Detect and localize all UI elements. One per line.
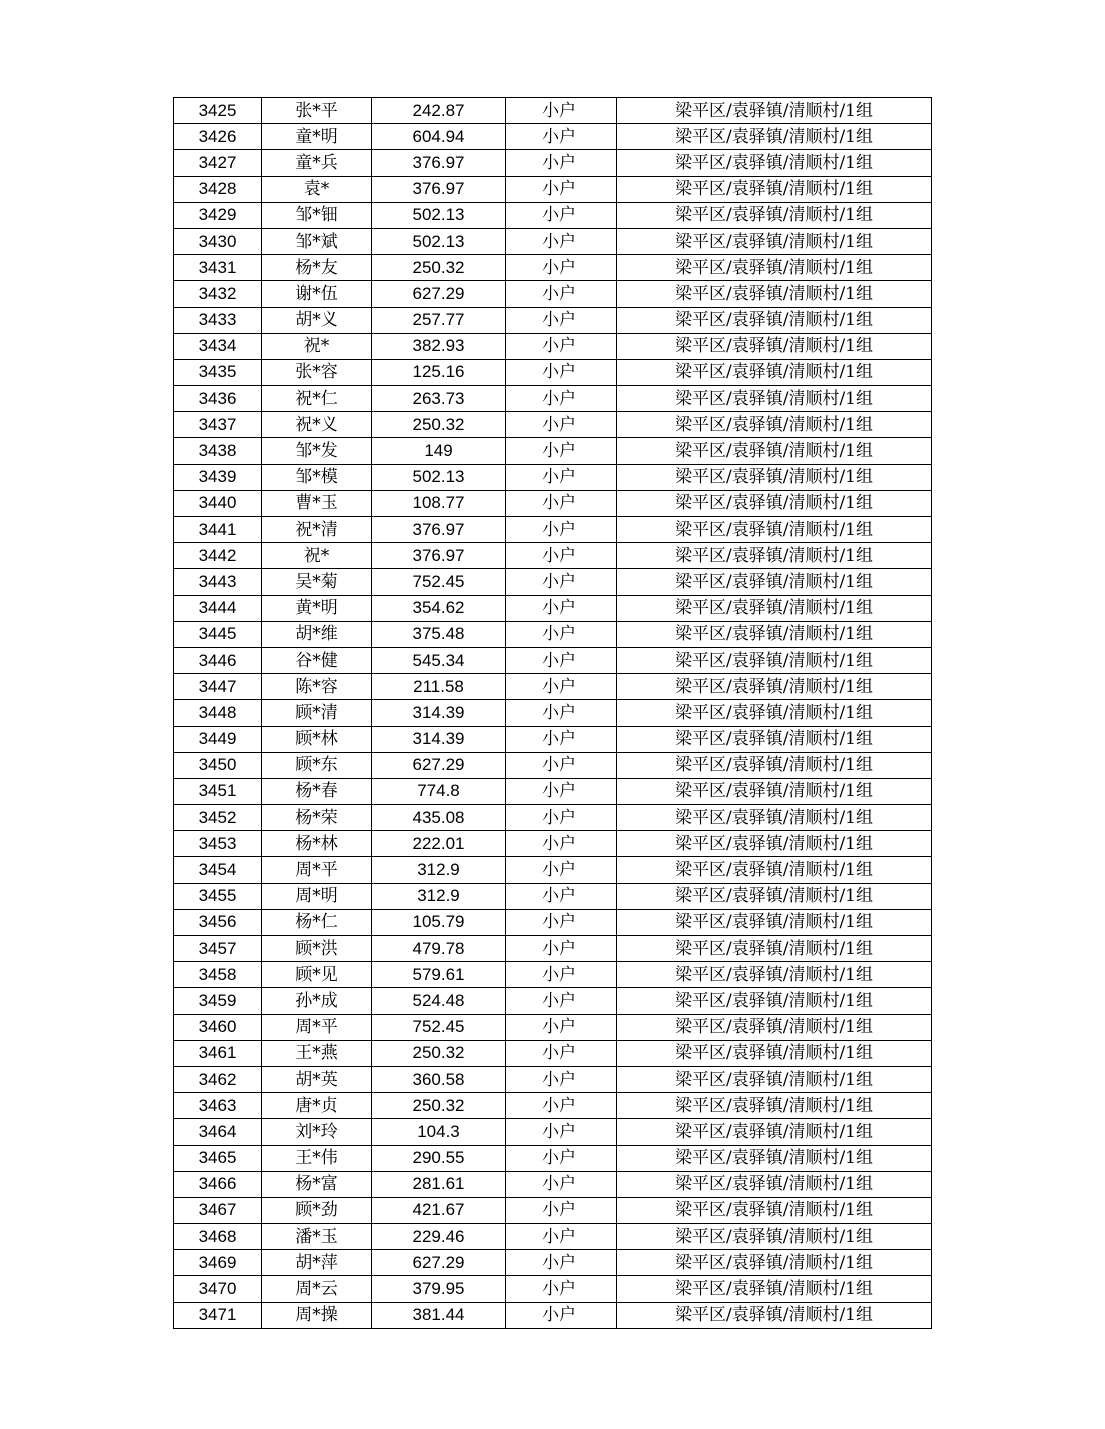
area-cell: 579.61 bbox=[372, 962, 506, 988]
household-type-cell: 小户 bbox=[506, 1145, 617, 1171]
area-cell: 752.45 bbox=[372, 1014, 506, 1040]
address-cell: 梁平区/袁驿镇/清顺村/1组 bbox=[617, 490, 932, 516]
address-cell: 梁平区/袁驿镇/清顺村/1组 bbox=[617, 621, 932, 647]
household-type-cell: 小户 bbox=[506, 647, 617, 673]
household-type-cell: 小户 bbox=[506, 307, 617, 333]
area-cell: 627.29 bbox=[372, 1250, 506, 1276]
area-cell: 314.39 bbox=[372, 700, 506, 726]
address-cell: 梁平区/袁驿镇/清顺村/1组 bbox=[617, 1224, 932, 1250]
household-type-cell: 小户 bbox=[506, 1224, 617, 1250]
name-cell: 顾*见 bbox=[262, 962, 372, 988]
address-cell: 梁平区/袁驿镇/清顺村/1组 bbox=[617, 124, 932, 150]
area-cell: 312.9 bbox=[372, 883, 506, 909]
table-row bbox=[174, 883, 932, 909]
row-number-cell: 3464 bbox=[174, 1119, 262, 1145]
household-type-cell: 小户 bbox=[506, 1040, 617, 1066]
address-cell: 梁平区/袁驿镇/清顺村/1组 bbox=[617, 883, 932, 909]
row-number-cell: 3436 bbox=[174, 386, 262, 412]
name-cell: 祝* bbox=[262, 333, 372, 359]
table-row bbox=[174, 1145, 932, 1171]
table-row bbox=[174, 909, 932, 935]
row-number-cell: 3457 bbox=[174, 936, 262, 962]
table-row bbox=[174, 438, 932, 464]
table-row bbox=[174, 359, 932, 385]
name-cell: 祝*清 bbox=[262, 517, 372, 543]
table-row bbox=[174, 490, 932, 516]
table-row bbox=[174, 412, 932, 438]
address-cell: 梁平区/袁驿镇/清顺村/1组 bbox=[617, 359, 932, 385]
table-row bbox=[174, 778, 932, 804]
row-number-cell: 3439 bbox=[174, 464, 262, 490]
table-row bbox=[174, 674, 932, 700]
row-number-cell: 3462 bbox=[174, 1066, 262, 1092]
row-number-cell: 3441 bbox=[174, 517, 262, 543]
table-row bbox=[174, 857, 932, 883]
address-cell: 梁平区/袁驿镇/清顺村/1组 bbox=[617, 1145, 932, 1171]
area-cell: 104.3 bbox=[372, 1119, 506, 1145]
address-cell: 梁平区/袁驿镇/清顺村/1组 bbox=[617, 281, 932, 307]
area-cell: 435.08 bbox=[372, 805, 506, 831]
roster-table-body bbox=[174, 98, 932, 1329]
address-cell: 梁平区/袁驿镇/清顺村/1组 bbox=[617, 857, 932, 883]
name-cell: 陈*容 bbox=[262, 674, 372, 700]
table-row bbox=[174, 595, 932, 621]
household-type-cell: 小户 bbox=[506, 1250, 617, 1276]
name-cell: 唐*贞 bbox=[262, 1093, 372, 1119]
table-row bbox=[174, 621, 932, 647]
address-cell: 梁平区/袁驿镇/清顺村/1组 bbox=[617, 595, 932, 621]
table-row bbox=[174, 1093, 932, 1119]
area-cell: 376.97 bbox=[372, 543, 506, 569]
area-cell: 774.8 bbox=[372, 778, 506, 804]
table-row bbox=[174, 464, 932, 490]
name-cell: 祝* bbox=[262, 543, 372, 569]
address-cell: 梁平区/袁驿镇/清顺村/1组 bbox=[617, 1250, 932, 1276]
address-cell: 梁平区/袁驿镇/清顺村/1组 bbox=[617, 307, 932, 333]
table-row bbox=[174, 1302, 932, 1328]
name-cell: 祝*义 bbox=[262, 412, 372, 438]
table-row bbox=[174, 962, 932, 988]
area-cell: 627.29 bbox=[372, 752, 506, 778]
row-number-cell: 3435 bbox=[174, 359, 262, 385]
row-number-cell: 3430 bbox=[174, 228, 262, 254]
table-row bbox=[174, 1040, 932, 1066]
household-type-cell: 小户 bbox=[506, 1093, 617, 1119]
table-row bbox=[174, 1014, 932, 1040]
household-type-cell: 小户 bbox=[506, 988, 617, 1014]
name-cell: 周*平 bbox=[262, 1014, 372, 1040]
row-number-cell: 3471 bbox=[174, 1302, 262, 1328]
name-cell: 顾*东 bbox=[262, 752, 372, 778]
name-cell: 王*伟 bbox=[262, 1145, 372, 1171]
table-row bbox=[174, 1119, 932, 1145]
area-cell: 257.77 bbox=[372, 307, 506, 333]
household-type-cell: 小户 bbox=[506, 386, 617, 412]
table-row bbox=[174, 1250, 932, 1276]
area-cell: 229.46 bbox=[372, 1224, 506, 1250]
name-cell: 谷*健 bbox=[262, 647, 372, 673]
table-row bbox=[174, 569, 932, 595]
table-row bbox=[174, 176, 932, 202]
row-number-cell: 3438 bbox=[174, 438, 262, 464]
table-row bbox=[174, 647, 932, 673]
row-number-cell: 3458 bbox=[174, 962, 262, 988]
household-type-cell: 小户 bbox=[506, 831, 617, 857]
household-type-cell: 小户 bbox=[506, 569, 617, 595]
household-type-cell: 小户 bbox=[506, 438, 617, 464]
area-cell: 381.44 bbox=[372, 1302, 506, 1328]
table-row bbox=[174, 202, 932, 228]
area-cell: 312.9 bbox=[372, 857, 506, 883]
area-cell: 502.13 bbox=[372, 464, 506, 490]
table-row bbox=[174, 150, 932, 176]
table-row bbox=[174, 831, 932, 857]
household-type-cell: 小户 bbox=[506, 726, 617, 752]
area-cell: 242.87 bbox=[372, 98, 506, 124]
area-cell: 250.32 bbox=[372, 255, 506, 281]
address-cell: 梁平区/袁驿镇/清顺村/1组 bbox=[617, 1197, 932, 1223]
area-cell: 211.58 bbox=[372, 674, 506, 700]
name-cell: 黄*明 bbox=[262, 595, 372, 621]
table-row bbox=[174, 700, 932, 726]
household-type-cell: 小户 bbox=[506, 124, 617, 150]
address-cell: 梁平区/袁驿镇/清顺村/1组 bbox=[617, 517, 932, 543]
table-row bbox=[174, 752, 932, 778]
household-type-cell: 小户 bbox=[506, 543, 617, 569]
household-type-cell: 小户 bbox=[506, 857, 617, 883]
row-number-cell: 3465 bbox=[174, 1145, 262, 1171]
area-cell: 290.55 bbox=[372, 1145, 506, 1171]
address-cell: 梁平区/袁驿镇/清顺村/1组 bbox=[617, 988, 932, 1014]
address-cell: 梁平区/袁驿镇/清顺村/1组 bbox=[617, 831, 932, 857]
household-type-cell: 小户 bbox=[506, 255, 617, 281]
name-cell: 曹*玉 bbox=[262, 490, 372, 516]
address-cell: 梁平区/袁驿镇/清顺村/1组 bbox=[617, 412, 932, 438]
row-number-cell: 3466 bbox=[174, 1171, 262, 1197]
name-cell: 童*兵 bbox=[262, 150, 372, 176]
household-type-cell: 小户 bbox=[506, 228, 617, 254]
address-cell: 梁平区/袁驿镇/清顺村/1组 bbox=[617, 700, 932, 726]
name-cell: 杨*富 bbox=[262, 1171, 372, 1197]
row-number-cell: 3452 bbox=[174, 805, 262, 831]
name-cell: 顾*劲 bbox=[262, 1197, 372, 1223]
name-cell: 吴*菊 bbox=[262, 569, 372, 595]
address-cell: 梁平区/袁驿镇/清顺村/1组 bbox=[617, 1119, 932, 1145]
area-cell: 149 bbox=[372, 438, 506, 464]
name-cell: 胡*维 bbox=[262, 621, 372, 647]
area-cell: 125.16 bbox=[372, 359, 506, 385]
row-number-cell: 3425 bbox=[174, 98, 262, 124]
household-type-cell: 小户 bbox=[506, 883, 617, 909]
address-cell: 梁平区/袁驿镇/清顺村/1组 bbox=[617, 647, 932, 673]
household-type-cell: 小户 bbox=[506, 359, 617, 385]
household-type-cell: 小户 bbox=[506, 1302, 617, 1328]
row-number-cell: 3469 bbox=[174, 1250, 262, 1276]
table-row bbox=[174, 988, 932, 1014]
household-type-cell: 小户 bbox=[506, 412, 617, 438]
address-cell: 梁平区/袁驿镇/清顺村/1组 bbox=[617, 98, 932, 124]
name-cell: 杨*春 bbox=[262, 778, 372, 804]
household-type-cell: 小户 bbox=[506, 98, 617, 124]
row-number-cell: 3455 bbox=[174, 883, 262, 909]
address-cell: 梁平区/袁驿镇/清顺村/1组 bbox=[617, 936, 932, 962]
table-row bbox=[174, 543, 932, 569]
household-type-cell: 小户 bbox=[506, 936, 617, 962]
area-cell: 250.32 bbox=[372, 1040, 506, 1066]
row-number-cell: 3442 bbox=[174, 543, 262, 569]
name-cell: 邹*模 bbox=[262, 464, 372, 490]
household-type-cell: 小户 bbox=[506, 700, 617, 726]
area-cell: 354.62 bbox=[372, 595, 506, 621]
address-cell: 梁平区/袁驿镇/清顺村/1组 bbox=[617, 255, 932, 281]
area-cell: 281.61 bbox=[372, 1171, 506, 1197]
area-cell: 250.32 bbox=[372, 412, 506, 438]
area-cell: 604.94 bbox=[372, 124, 506, 150]
address-cell: 梁平区/袁驿镇/清顺村/1组 bbox=[617, 569, 932, 595]
table-row bbox=[174, 1276, 932, 1302]
name-cell: 杨*友 bbox=[262, 255, 372, 281]
name-cell: 胡*英 bbox=[262, 1066, 372, 1092]
row-number-cell: 3449 bbox=[174, 726, 262, 752]
table-row bbox=[174, 726, 932, 752]
area-cell: 314.39 bbox=[372, 726, 506, 752]
household-type-cell: 小户 bbox=[506, 1171, 617, 1197]
household-type-cell: 小户 bbox=[506, 805, 617, 831]
row-number-cell: 3467 bbox=[174, 1197, 262, 1223]
area-cell: 376.97 bbox=[372, 176, 506, 202]
household-type-cell: 小户 bbox=[506, 962, 617, 988]
household-type-cell: 小户 bbox=[506, 1197, 617, 1223]
row-number-cell: 3461 bbox=[174, 1040, 262, 1066]
table-row bbox=[174, 1171, 932, 1197]
address-cell: 梁平区/袁驿镇/清顺村/1组 bbox=[617, 333, 932, 359]
name-cell: 顾*清 bbox=[262, 700, 372, 726]
table-row bbox=[174, 1066, 932, 1092]
address-cell: 梁平区/袁驿镇/清顺村/1组 bbox=[617, 228, 932, 254]
area-cell: 263.73 bbox=[372, 386, 506, 412]
address-cell: 梁平区/袁驿镇/清顺村/1组 bbox=[617, 909, 932, 935]
name-cell: 顾*林 bbox=[262, 726, 372, 752]
address-cell: 梁平区/袁驿镇/清顺村/1组 bbox=[617, 726, 932, 752]
address-cell: 梁平区/袁驿镇/清顺村/1组 bbox=[617, 752, 932, 778]
row-number-cell: 3459 bbox=[174, 988, 262, 1014]
table-row bbox=[174, 228, 932, 254]
table-row bbox=[174, 307, 932, 333]
name-cell: 周*操 bbox=[262, 1302, 372, 1328]
household-type-cell: 小户 bbox=[506, 752, 617, 778]
row-number-cell: 3456 bbox=[174, 909, 262, 935]
row-number-cell: 3444 bbox=[174, 595, 262, 621]
household-type-cell: 小户 bbox=[506, 490, 617, 516]
household-type-cell: 小户 bbox=[506, 778, 617, 804]
name-cell: 张*容 bbox=[262, 359, 372, 385]
name-cell: 胡*萍 bbox=[262, 1250, 372, 1276]
address-cell: 梁平区/袁驿镇/清顺村/1组 bbox=[617, 438, 932, 464]
row-number-cell: 3447 bbox=[174, 674, 262, 700]
row-number-cell: 3443 bbox=[174, 569, 262, 595]
household-type-cell: 小户 bbox=[506, 281, 617, 307]
name-cell: 张*平 bbox=[262, 98, 372, 124]
household-type-cell: 小户 bbox=[506, 333, 617, 359]
row-number-cell: 3448 bbox=[174, 700, 262, 726]
household-type-cell: 小户 bbox=[506, 517, 617, 543]
row-number-cell: 3445 bbox=[174, 621, 262, 647]
row-number-cell: 3429 bbox=[174, 202, 262, 228]
row-number-cell: 3468 bbox=[174, 1224, 262, 1250]
address-cell: 梁平区/袁驿镇/清顺村/1组 bbox=[617, 543, 932, 569]
table-row bbox=[174, 805, 932, 831]
table-row bbox=[174, 936, 932, 962]
area-cell: 376.97 bbox=[372, 517, 506, 543]
name-cell: 周*云 bbox=[262, 1276, 372, 1302]
roster-table bbox=[173, 97, 932, 1329]
area-cell: 360.58 bbox=[372, 1066, 506, 1092]
name-cell: 王*燕 bbox=[262, 1040, 372, 1066]
table-row bbox=[174, 517, 932, 543]
row-number-cell: 3427 bbox=[174, 150, 262, 176]
area-cell: 376.97 bbox=[372, 150, 506, 176]
name-cell: 邹*发 bbox=[262, 438, 372, 464]
area-cell: 627.29 bbox=[372, 281, 506, 307]
row-number-cell: 3428 bbox=[174, 176, 262, 202]
row-number-cell: 3433 bbox=[174, 307, 262, 333]
household-type-cell: 小户 bbox=[506, 674, 617, 700]
address-cell: 梁平区/袁驿镇/清顺村/1组 bbox=[617, 176, 932, 202]
row-number-cell: 3431 bbox=[174, 255, 262, 281]
address-cell: 梁平区/袁驿镇/清顺村/1组 bbox=[617, 1276, 932, 1302]
address-cell: 梁平区/袁驿镇/清顺村/1组 bbox=[617, 202, 932, 228]
table-row bbox=[174, 281, 932, 307]
address-cell: 梁平区/袁驿镇/清顺村/1组 bbox=[617, 150, 932, 176]
row-number-cell: 3446 bbox=[174, 647, 262, 673]
address-cell: 梁平区/袁驿镇/清顺村/1组 bbox=[617, 1066, 932, 1092]
name-cell: 邹*斌 bbox=[262, 228, 372, 254]
area-cell: 222.01 bbox=[372, 831, 506, 857]
name-cell: 袁* bbox=[262, 176, 372, 202]
household-type-cell: 小户 bbox=[506, 1276, 617, 1302]
area-cell: 108.77 bbox=[372, 490, 506, 516]
name-cell: 胡*义 bbox=[262, 307, 372, 333]
row-number-cell: 3434 bbox=[174, 333, 262, 359]
table-row bbox=[174, 1224, 932, 1250]
area-cell: 545.34 bbox=[372, 647, 506, 673]
name-cell: 潘*玉 bbox=[262, 1224, 372, 1250]
row-number-cell: 3460 bbox=[174, 1014, 262, 1040]
area-cell: 524.48 bbox=[372, 988, 506, 1014]
name-cell: 周*明 bbox=[262, 883, 372, 909]
name-cell: 祝*仁 bbox=[262, 386, 372, 412]
area-cell: 502.13 bbox=[372, 202, 506, 228]
address-cell: 梁平区/袁驿镇/清顺村/1组 bbox=[617, 464, 932, 490]
name-cell: 周*平 bbox=[262, 857, 372, 883]
household-type-cell: 小户 bbox=[506, 595, 617, 621]
household-type-cell: 小户 bbox=[506, 621, 617, 647]
row-number-cell: 3437 bbox=[174, 412, 262, 438]
household-type-cell: 小户 bbox=[506, 1014, 617, 1040]
row-number-cell: 3432 bbox=[174, 281, 262, 307]
table-row bbox=[174, 386, 932, 412]
row-number-cell: 3426 bbox=[174, 124, 262, 150]
area-cell: 421.67 bbox=[372, 1197, 506, 1223]
area-cell: 375.48 bbox=[372, 621, 506, 647]
table-row bbox=[174, 333, 932, 359]
household-type-cell: 小户 bbox=[506, 909, 617, 935]
area-cell: 479.78 bbox=[372, 936, 506, 962]
address-cell: 梁平区/袁驿镇/清顺村/1组 bbox=[617, 962, 932, 988]
name-cell: 顾*洪 bbox=[262, 936, 372, 962]
area-cell: 379.95 bbox=[372, 1276, 506, 1302]
table-row bbox=[174, 1197, 932, 1223]
household-type-cell: 小户 bbox=[506, 464, 617, 490]
row-number-cell: 3454 bbox=[174, 857, 262, 883]
address-cell: 梁平区/袁驿镇/清顺村/1组 bbox=[617, 1171, 932, 1197]
household-type-cell: 小户 bbox=[506, 1066, 617, 1092]
row-number-cell: 3450 bbox=[174, 752, 262, 778]
household-type-cell: 小户 bbox=[506, 176, 617, 202]
household-type-cell: 小户 bbox=[506, 202, 617, 228]
table-row bbox=[174, 98, 932, 124]
name-cell: 杨*荣 bbox=[262, 805, 372, 831]
address-cell: 梁平区/袁驿镇/清顺村/1组 bbox=[617, 386, 932, 412]
address-cell: 梁平区/袁驿镇/清顺村/1组 bbox=[617, 1014, 932, 1040]
row-number-cell: 3451 bbox=[174, 778, 262, 804]
area-cell: 752.45 bbox=[372, 569, 506, 595]
household-type-cell: 小户 bbox=[506, 150, 617, 176]
address-cell: 梁平区/袁驿镇/清顺村/1组 bbox=[617, 674, 932, 700]
name-cell: 杨*林 bbox=[262, 831, 372, 857]
area-cell: 250.32 bbox=[372, 1093, 506, 1119]
name-cell: 刘*玲 bbox=[262, 1119, 372, 1145]
name-cell: 杨*仁 bbox=[262, 909, 372, 935]
name-cell: 童*明 bbox=[262, 124, 372, 150]
row-number-cell: 3453 bbox=[174, 831, 262, 857]
name-cell: 谢*伍 bbox=[262, 281, 372, 307]
row-number-cell: 3470 bbox=[174, 1276, 262, 1302]
area-cell: 382.93 bbox=[372, 333, 506, 359]
address-cell: 梁平区/袁驿镇/清顺村/1组 bbox=[617, 1093, 932, 1119]
address-cell: 梁平区/袁驿镇/清顺村/1组 bbox=[617, 805, 932, 831]
row-number-cell: 3463 bbox=[174, 1093, 262, 1119]
table-row bbox=[174, 255, 932, 281]
address-cell: 梁平区/袁驿镇/清顺村/1组 bbox=[617, 1302, 932, 1328]
area-cell: 502.13 bbox=[372, 228, 506, 254]
name-cell: 邹*钿 bbox=[262, 202, 372, 228]
household-type-cell: 小户 bbox=[506, 1119, 617, 1145]
address-cell: 梁平区/袁驿镇/清顺村/1组 bbox=[617, 778, 932, 804]
name-cell: 孙*成 bbox=[262, 988, 372, 1014]
area-cell: 105.79 bbox=[372, 909, 506, 935]
table-row bbox=[174, 124, 932, 150]
address-cell: 梁平区/袁驿镇/清顺村/1组 bbox=[617, 1040, 932, 1066]
row-number-cell: 3440 bbox=[174, 490, 262, 516]
